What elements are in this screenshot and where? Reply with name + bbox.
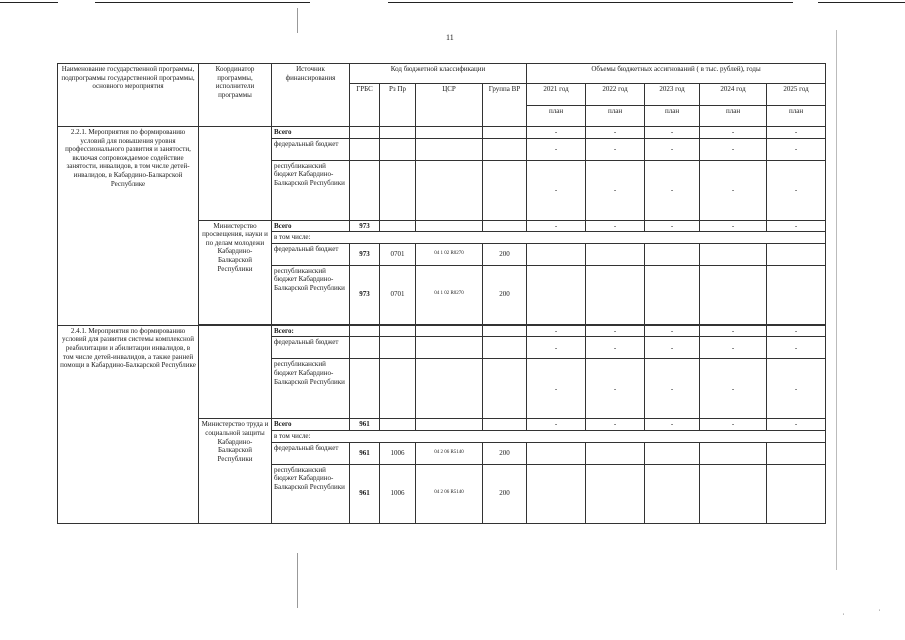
value-cell: -	[527, 138, 586, 160]
source-republic: республиканский бюджет Кабардино-Балкарской Республики	[272, 464, 350, 523]
vr-code: 200	[483, 442, 527, 464]
empty-cell	[645, 243, 700, 265]
value-cell: -	[700, 419, 767, 431]
grbs-code: 961	[350, 442, 380, 464]
empty-cell	[586, 464, 645, 523]
source-total: Всего	[272, 220, 350, 232]
value-cell: -	[767, 419, 826, 431]
rzpr-code: 1006	[380, 442, 416, 464]
value-cell: -	[527, 337, 586, 359]
grbs-code: 973	[350, 265, 380, 324]
header-plan: план	[767, 106, 826, 127]
empty-cell	[380, 359, 416, 419]
source-republic: республиканский бюджет Кабардино-Балкарской Республики	[272, 160, 350, 220]
empty-cell	[416, 337, 483, 359]
value-cell: -	[767, 160, 826, 220]
empty-cell	[380, 160, 416, 220]
table-row	[58, 325, 826, 337]
budget-table	[57, 63, 826, 524]
scan-line	[388, 2, 793, 3]
empty-cell	[416, 325, 483, 337]
page-number: 11	[446, 33, 454, 42]
value-cell: -	[767, 127, 826, 139]
empty-cell	[586, 243, 645, 265]
csr-code: 04 2 06 R5140	[416, 442, 483, 464]
empty-cell	[350, 160, 380, 220]
empty-cell	[767, 442, 826, 464]
value-cell: -	[645, 138, 700, 160]
header-plan: план	[527, 106, 586, 127]
value-cell: -	[700, 325, 767, 337]
empty-cell	[645, 464, 700, 523]
empty-cell	[380, 325, 416, 337]
incl-label: в том числе:	[272, 232, 826, 244]
value-cell: -	[700, 337, 767, 359]
grbs-code: 961	[350, 464, 380, 523]
empty-cell	[527, 464, 586, 523]
value-cell: -	[645, 220, 700, 232]
source-total: Всего	[272, 127, 350, 139]
empty-cell	[350, 325, 380, 337]
source-republic: республиканский бюджет Кабардино-Балкарской Республики	[272, 265, 350, 324]
value-cell: -	[527, 160, 586, 220]
empty-cell	[416, 359, 483, 419]
value-cell: -	[645, 419, 700, 431]
value-cell: -	[700, 127, 767, 139]
grbs-code: 973	[350, 220, 380, 232]
rzpr-code: 0701	[380, 265, 416, 324]
scan-line	[818, 2, 905, 3]
value-cell: -	[586, 160, 645, 220]
executor-name: Министерство просвещения, науки и по делам молодежи Кабардино-Балкарской Республики	[199, 220, 272, 324]
header-volumes: Объемы бюджетных ассигнований ( в тыс. рублей), годы	[527, 64, 826, 84]
source-federal: федеральный бюджет	[272, 337, 350, 359]
empty-cell	[350, 138, 380, 160]
value-cell: -	[586, 138, 645, 160]
value-cell: -	[586, 337, 645, 359]
rzpr-code: 1006	[380, 464, 416, 523]
empty-cell	[380, 419, 416, 431]
value-cell: -	[527, 127, 586, 139]
header-name: Наименование государственной программы, подпрограммы государственной программы, основного мероприятия	[58, 64, 199, 127]
source-total: Всего:	[272, 325, 350, 337]
value-cell: -	[700, 160, 767, 220]
header-plan: план	[586, 106, 645, 127]
empty-cell	[483, 160, 527, 220]
empty-cell	[700, 265, 767, 324]
value-cell: -	[586, 359, 645, 419]
empty-cell	[416, 220, 483, 232]
header-year: 2022 год	[586, 84, 645, 106]
value-cell: -	[586, 325, 645, 337]
empty-cell	[199, 325, 272, 419]
scan-line	[95, 2, 310, 3]
grbs-code: 961	[350, 419, 380, 431]
value-cell: -	[767, 138, 826, 160]
value-cell: -	[767, 359, 826, 419]
header-source: Источник финансирования	[272, 64, 350, 127]
vr-code: 200	[483, 464, 527, 523]
rzpr-code: 0701	[380, 243, 416, 265]
value-cell: -	[527, 359, 586, 419]
empty-cell	[380, 220, 416, 232]
empty-cell	[416, 419, 483, 431]
empty-cell	[527, 265, 586, 324]
csr-code: 04 2 06 R5140	[416, 464, 483, 523]
header-csr: ЦСР	[416, 84, 483, 127]
empty-cell	[700, 442, 767, 464]
source-total: Всего	[272, 419, 350, 431]
empty-cell	[645, 442, 700, 464]
empty-cell	[767, 243, 826, 265]
empty-cell	[416, 127, 483, 139]
value-cell: -	[527, 419, 586, 431]
scan-line	[297, 553, 298, 608]
activity-name: 2.2.1. Мероприятия по формированию условий для повышения уровня профессионального развития и занятости, включая сопровождаемое содействие занятости, инвалидов, в том числе детей-инвалидов, в Кабардино-Балкарской Республике	[58, 127, 199, 326]
scan-line	[297, 8, 298, 33]
empty-cell	[527, 442, 586, 464]
empty-cell	[767, 464, 826, 523]
incl-label: в том числе:	[272, 430, 826, 442]
header-grbs: ГРБС	[350, 84, 380, 127]
empty-cell	[416, 160, 483, 220]
empty-cell	[350, 337, 380, 359]
value-cell: -	[767, 337, 826, 359]
source-federal: федеральный бюджет	[272, 442, 350, 464]
empty-cell	[199, 127, 272, 221]
empty-cell	[380, 138, 416, 160]
empty-cell	[380, 337, 416, 359]
empty-cell	[767, 265, 826, 324]
value-cell: -	[700, 138, 767, 160]
value-cell: -	[700, 220, 767, 232]
scan-line	[0, 2, 58, 3]
empty-cell	[350, 127, 380, 139]
empty-cell	[416, 138, 483, 160]
value-cell: -	[645, 160, 700, 220]
empty-cell	[483, 138, 527, 160]
empty-cell	[700, 243, 767, 265]
empty-cell	[380, 127, 416, 139]
empty-cell	[483, 220, 527, 232]
value-cell: -	[645, 337, 700, 359]
scan-line	[836, 30, 837, 570]
value-cell: -	[586, 220, 645, 232]
value-cell: -	[645, 359, 700, 419]
header-row	[58, 64, 826, 84]
source-republic: республиканский бюджет Кабардино-Балкарской Республики	[272, 359, 350, 419]
scan-mark: ˙	[878, 608, 881, 617]
header-budget-code: Код бюджетной классификации	[350, 64, 527, 84]
value-cell: -	[700, 359, 767, 419]
empty-cell	[645, 265, 700, 324]
empty-cell	[586, 442, 645, 464]
empty-cell	[483, 325, 527, 337]
source-federal: федеральный бюджет	[272, 243, 350, 265]
header-year: 2021 год	[527, 84, 586, 106]
scan-mark: ˙	[842, 612, 845, 621]
value-cell: -	[527, 220, 586, 232]
executor-name: Министерство труда и социальной защиты Кабардино-Балкарской Республики	[199, 419, 272, 523]
empty-cell	[527, 243, 586, 265]
value-cell: -	[645, 325, 700, 337]
csr-code: 04 1 02 R0270	[416, 243, 483, 265]
header-rzpr: Рз Пр	[380, 84, 416, 127]
header-plan: план	[645, 106, 700, 127]
empty-cell	[483, 419, 527, 431]
empty-cell	[700, 464, 767, 523]
value-cell: -	[586, 127, 645, 139]
header-plan: план	[700, 106, 767, 127]
activity-name: 2.4.1. Мероприятия по формированию условий для развития системы комплексной реабилитации и абилитации инвалидов, в том числе детей-инвалидов, а также ранней помощи в Кабардино-Балкарской Республике	[58, 325, 199, 523]
value-cell: -	[527, 325, 586, 337]
vr-code: 200	[483, 265, 527, 324]
header-year: 2024 год	[700, 84, 767, 106]
header-year: 2023 год	[645, 84, 700, 106]
csr-code: 04 1 02 R0270	[416, 265, 483, 324]
header-coordinator: Координатор программы, исполнители программы	[199, 64, 272, 127]
grbs-code: 973	[350, 243, 380, 265]
table-row	[58, 127, 826, 139]
vr-code: 200	[483, 243, 527, 265]
empty-cell	[483, 359, 527, 419]
value-cell: -	[645, 127, 700, 139]
empty-cell	[586, 265, 645, 324]
source-federal: федеральный бюджет	[272, 138, 350, 160]
header-year: 2025 год	[767, 84, 826, 106]
value-cell: -	[767, 220, 826, 232]
empty-cell	[350, 359, 380, 419]
value-cell: -	[586, 419, 645, 431]
value-cell: -	[767, 325, 826, 337]
empty-cell	[483, 127, 527, 139]
header-vr: Группа ВР	[483, 84, 527, 127]
empty-cell	[483, 337, 527, 359]
